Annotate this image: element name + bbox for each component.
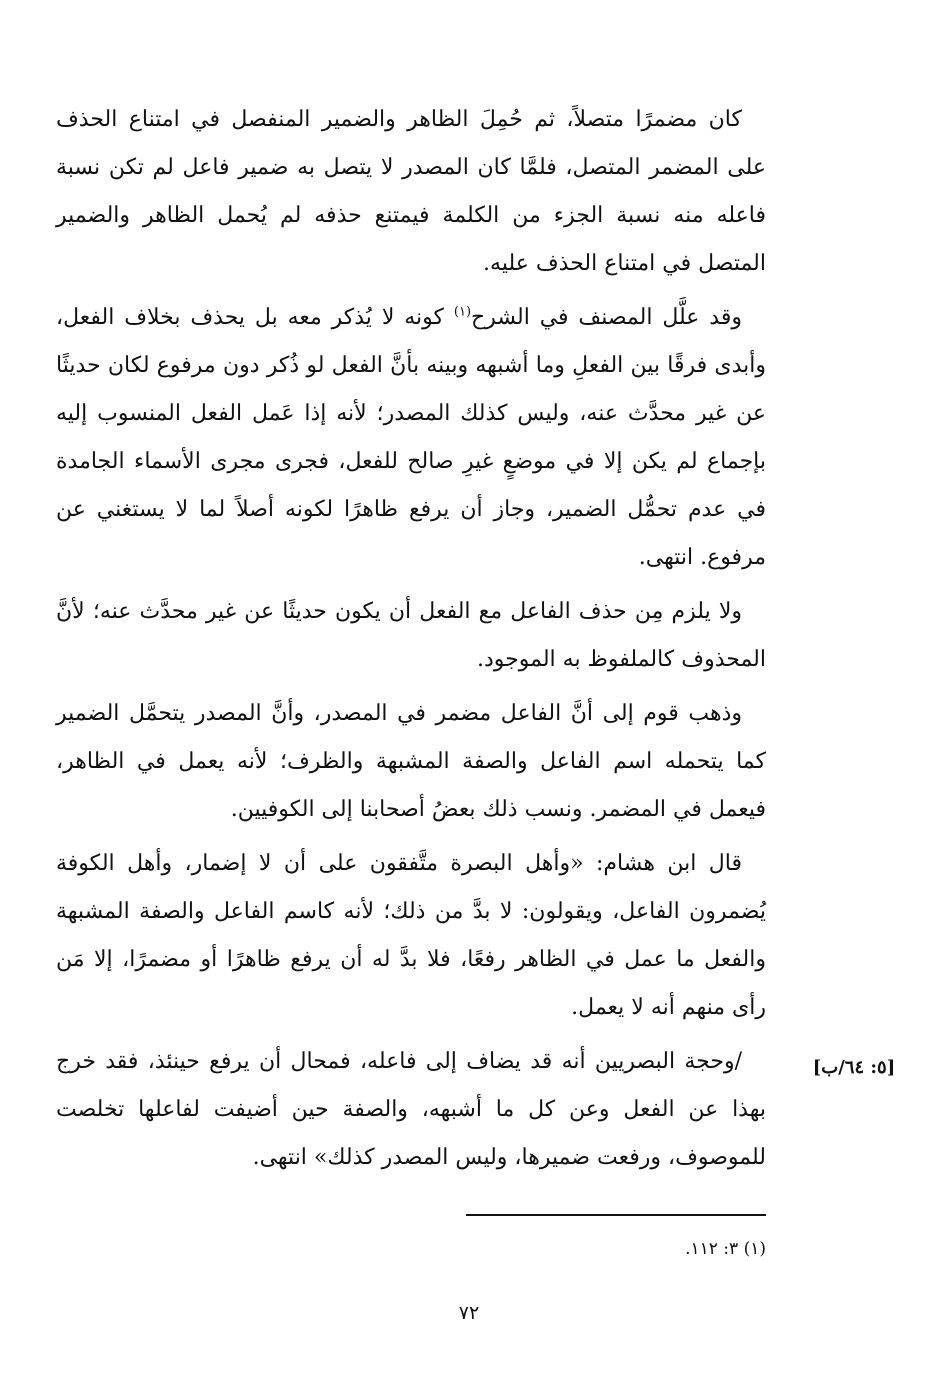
paragraph-4: وذهب قوم إلى أنَّ الفاعل مضمر في المصدر، وأنَّ المصدر يتحمَّل الضمير كما يتحمله اسم الفاعل والصفة المشبهة والظرف؛ لأنه يعمل في الظاهر، فيعمل في المضمر. ونسب ذلك بعضُ أصحابنا إلى الكوفيين. xyxy=(56,701,766,822)
paragraph-5: قال ابن هشام: «وأهل البصرة متَّفقون على أن لا إضمار، وأهل الكوفة يُضمرون الفاعل، ويقولون: لا بدَّ من ذلك؛ لأنه كاسم الفاعل والصفة المشبهة والفعل ما عمل في الظاهر رفعًا، فلا بدَّ له أن يرفع ظاهرًا أو مضمرًا، إلا مَن رأى منهم أنه لا يعمل. xyxy=(56,851,766,1020)
footnote-divider xyxy=(466,1214,766,1216)
paragraph-2 xyxy=(56,294,766,582)
footnote-reference: (١) xyxy=(453,304,472,320)
paragraph-2-rest: كونه لا يُذكر معه بل يحذف بخلاف الفعل، وأبدى فرقًا بين الفعلِ وما أشبهه وبينه بأنَّ الفعل لو ذُكر دون مرفوع لكان حديثًا عن غير محدَّث عنه، وليس كذلك المصدر؛ لأنه إذا عَمل الفعل المنسوب إليه بإجماع لم يكن إلا في موضعٍ غيرِ صالح للفعل، فجرى مجرى الأسماء الجامدة في عدم تحمُّل الضمير، وجاز أن يرفع ظاهرًا لكونه أصلاً لما لا يستغني عن مرفوع. انتهى. xyxy=(56,305,766,570)
paragraph-6: /وحجة البصريين أنه قد يضاف إلى فاعله، فمحال أن يرفع حينئذ، فقد خرج بهذا عن الفعل وعن كل ما أشبهه، والصفة حين أضيفت لفاعلها تخلصت للموصوف، ورفعت ضميرها، وليس المصدر كذلك» انتهى. xyxy=(56,1049,766,1170)
manuscript-margin-reference: [٥: ٦٤/ب] xyxy=(812,1057,896,1078)
main-text xyxy=(56,96,766,1188)
page-number: ٧٢ xyxy=(458,1302,480,1324)
paragraph-2-opening: وقد علَّل المصنف في الشرح xyxy=(471,305,742,330)
paragraph-1: كان مضمرًا متصلاً، ثم حُمِلَ الظاهر والضمير المنفصل في امتناع الحذف على المضمر المتصل، فلمَّا كان المصدر لا يتصل به ضمير فاعل لم تكن نسبة فاعله منه نسبة الجزء من الكلمة فيمتنع حذفه لم يُحمل الظاهر والضمير المتصل في امتناع الحذف عليه. xyxy=(56,107,766,276)
footnote: (١) ٣: ١١٢. xyxy=(685,1239,766,1259)
paragraph-3: ولا يلزم مِن حذف الفاعل مع الفعل أن يكون حديثًا عن غير محدَّث عنه؛ لأنَّ المحذوف كالملفوظ به الموجود. xyxy=(56,599,766,672)
